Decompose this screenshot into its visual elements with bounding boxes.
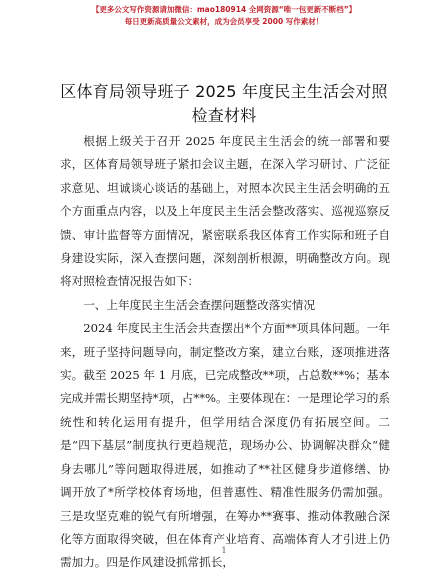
section-heading: 一、上年度民主生活会查摆问题整改落实情况: [83, 297, 316, 312]
banner-line-1: 【更多公文写作资源请加微信：mao180914 全网资源“唯一包更新不断档”】: [91, 5, 357, 14]
header-banner: [0, 4, 448, 28]
body-paragraph: 2024 年度民主生活会共查摆出*个方面**项具体问题。一年来，班子坚持问题导向，制定整改方案，建立台账，逐项推进落实。截至 2025 年 1 月底，已完成整改**项，占总数**%；基本完成并需长期坚持*项，占**%。主要体现在：一是理论学习的系统性和转化运用有提升，但学用结合深度仍有拓展空间。二是“四下基层”制度执行更趋规范，现场办公、协调解决群众“健身去哪儿”等问题取得进展，如推动了**社区健身步道修缮、协调开放了*所学校体育场地，但普惠性、精准性服务仍需加强。三是攻坚克难的锐气有所增强，在筹办**赛事、推动体教融合深化等方面取得突破，但在体育产业培育、高端体育人才引进上仍需加力。四是作风建设抓常抓长，: [60, 321, 390, 570]
banner-line-2: 每日更新高质量公文素材，成为会员享受 2000 写作素材！: [124, 17, 324, 26]
document-body: [60, 130, 390, 575]
document-title: 区体育局领导班子 2025 年度民主生活会对照检查材料: [60, 82, 388, 125]
page-number: 1: [221, 546, 227, 555]
intro-paragraph: 根据上级关于召开 2025 年度民主生活会的统一部署和要求，区体育局领导班子紧扣会议主题，在深入学习研讨、广泛征求意见、坦诚谈心谈话的基础上，对照本次民主生活会明确的五个方面重点内容，以及上年度民主生活会整改落实、巡视巡察反馈、审计监督等方面情况，紧密联系我区体育工作实际和班子自身建设实际，深入查摆问题，深刻剖析根源，明确整改方向。现将对照检查情况报告如下：: [60, 134, 390, 289]
